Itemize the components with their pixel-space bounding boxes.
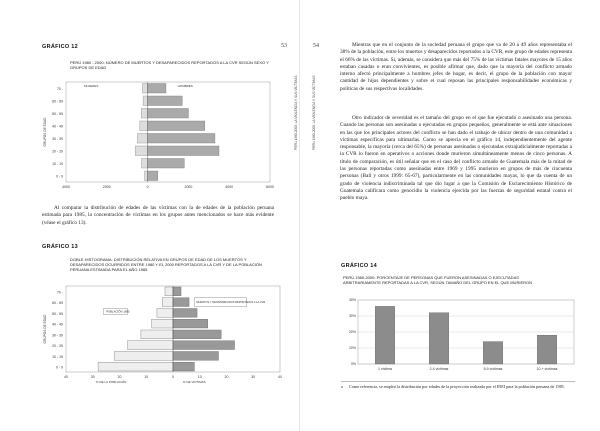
bar-victimas (173, 287, 181, 296)
bar-hombres (148, 171, 158, 181)
y-tick-label: 10% (348, 346, 356, 351)
x-tick-label: 2000 (102, 185, 111, 189)
y-tick-label: 20% (348, 330, 356, 335)
x-tick-label: 1 víctima (377, 367, 393, 371)
bar-poblacion (152, 319, 173, 328)
bar-poblacion (165, 287, 173, 296)
x-tick-label: 10 (144, 375, 149, 379)
bar-victimas (173, 341, 235, 350)
graph-14-label: GRÁFICO 14 (341, 263, 378, 269)
footnote-rule (341, 381, 575, 382)
bar-hombres (148, 96, 183, 106)
x-axis-label-right: % DE VÍCTIMAS (183, 380, 206, 384)
legend-victimas: MUERTOS Y DESAPARECIDOS REPORTADOS A LA CVR (196, 300, 266, 304)
y-tick-label: 70 - (56, 290, 63, 295)
x-tick-label: 10-+ víctimas (536, 367, 558, 371)
footnote-text: Como referencia, se empleó la distribución por edades de la proyección realizada por el INEI para la población peruana de 1985. (349, 384, 565, 389)
y-tick-label: 40 - 49 (52, 124, 63, 129)
x-tick-label: 40 (64, 375, 68, 379)
bar-hombres (148, 146, 219, 156)
bar-mujeres (141, 159, 147, 169)
graph-14-chart (340, 296, 580, 376)
bar-victimas (173, 298, 189, 307)
bar (483, 342, 502, 364)
running-header-facing: PERÚ 1980-2000: LA VIOLENCIA Y SUS VÍCTIMAS (294, 75, 298, 150)
x-tick-label: 2-4 víctimas (429, 367, 449, 371)
bar (429, 313, 448, 364)
body-paragraph-2: Otro indicador de severidad es el tamaño del grupo en el que fue ejecutado o asesinado una persona. Cuando las personas son asesinadas o ejecutadas en grupos pequeños, generalmente se está ante situaciones en las que los principales actores del conflicto se han dado el trabajo de ubicar dentro de una comunidad a víctimas específicas para ultimarlas. Como se aprecia en el gráfico 14, independientemente del agente responsable, la mayoría (cerca del 65%) de personas asesinadas o ejecutadas extrajudicialmente reportadas a la CVR lo fueron en operativos o acciones donde murieron simultáneamente menos de cinco personas. A título de comparación, es útil señalar que en el caso del conflicto armado de Guatemala más de la mitad de las personas reportadas como asesinadas entre 1969 y 1995 murieron en grupos de más de cincuenta personas (Ball y otros 1999: 65-67), particularmente en las comunidades mayas, lo que da cuenta de un grado de violencia indiscriminada tal que dio lugar a que la Comisión de Esclarecimiento Histórico de Guatemala calificara como genocidio la violencia ejercida por las fuerzas de seguridad estatal contra el pueblo maya. (340, 115, 572, 202)
y-tick-label: 50 - 59 (52, 111, 63, 116)
bar-hombres (148, 84, 166, 94)
page-number: 53 (281, 43, 287, 49)
y-tick-label: 0 - 9 (55, 174, 63, 179)
x-tick-label: 0 (172, 375, 174, 379)
bar (375, 306, 394, 364)
y-tick-label: 20 - 29 (52, 149, 63, 154)
bar-hombres (148, 159, 185, 169)
bar-mujeres (141, 109, 147, 119)
x-tick-label: 4000 (225, 185, 234, 189)
bar-victimas (173, 309, 197, 318)
y-tick-label: 30 - 39 (52, 136, 63, 141)
bar-hombres (148, 109, 189, 119)
bar-poblacion (98, 362, 173, 371)
x-axis-label-left: % DE LA POBLACIÓN (96, 380, 127, 384)
y-axis-label: GRUPOS DE EDAD (43, 314, 47, 344)
bar (537, 335, 556, 364)
x-tick-label: 30 (90, 375, 95, 379)
y-tick-label: 60 - 69 (52, 301, 63, 306)
legend-hombres: HOMBRES (177, 84, 193, 88)
graph-13-label: GRÁFICO 13 (42, 244, 79, 250)
graph-12-caption: PERÚ 1980 - 2000: NÚMERO DE MUERTOS Y DESAPARECIDOS REPORTADOS A LA CVR SEGÚN SEXO Y GRUPOS DE EDAD (70, 60, 269, 70)
y-tick-label: 10 - 19 (52, 161, 63, 166)
graph-13-chart (40, 284, 285, 396)
y-tick-label: 10 - 19 (52, 354, 63, 359)
y-tick-label: 30 - 39 (52, 333, 63, 338)
bar-mujeres (143, 96, 147, 106)
y-tick-label: 60 - 69 (52, 99, 63, 104)
bar-poblacion (128, 341, 173, 350)
y-tick-label: 0 - 9 (55, 365, 63, 370)
x-tick-label: 4000 (62, 185, 70, 189)
graph-14-caption: PERÚ 1980-2000: PORCENTAJE DE PERSONAS QUE FUERON ASESINADAS O EJECUTADAS ARBITRARIAMENTE REPORTADAS A LA CVR, SEGÚN TAMAÑO DEL GRUPO EN EL QUE MURIERON (343, 275, 532, 285)
x-tick-label: 2000 (184, 185, 193, 189)
bar-victimas (173, 319, 208, 328)
bar-poblacion (162, 298, 173, 307)
x-tick-label: 40 (278, 375, 282, 379)
x-tick-label: 20 (224, 375, 229, 379)
x-tick-label: 5-9 víctimas (483, 367, 503, 371)
bar-poblacion (157, 309, 173, 318)
x-tick-label: 6000 (266, 185, 274, 189)
bar-victimas (173, 352, 218, 361)
bar-mujeres (135, 146, 147, 156)
x-tick-label: 10 (197, 375, 202, 379)
bar-poblacion (141, 330, 173, 339)
bar-victimas (173, 330, 221, 339)
running-header: PERÚ 1980-2000: LA VIOLENCIA Y SUS VÍCTIMAS (312, 75, 316, 150)
y-tick-label: 20 - 29 (52, 344, 63, 349)
x-tick-label: 20 (117, 375, 122, 379)
y-tick-label: 40 - 49 (52, 322, 63, 327)
bar-mujeres (137, 134, 147, 144)
bar-mujeres (140, 121, 148, 131)
graph-12-chart (40, 78, 285, 198)
y-tick-label: 30% (348, 314, 356, 319)
bar-poblacion (114, 352, 173, 361)
graph-12-label: GRÁFICO 12 (42, 44, 79, 50)
bar-hombres (148, 121, 205, 131)
bar-mujeres (143, 84, 148, 94)
x-tick-label: 30 (251, 375, 256, 379)
body-paragraph: Al comparar la distribución de edades de las víctimas con la de edades de la población peruana estimada para 1985, la concentración de víctimas en los grupos antes mencionados se hace más evidente (véase el gráfico 13). (42, 205, 274, 226)
y-tick-label: 70 - (56, 86, 63, 91)
bar-hombres (148, 134, 215, 144)
x-tick-label: 0 (146, 185, 149, 189)
y-tick-label: 50 - 59 (52, 311, 63, 316)
right-page (294, 0, 600, 431)
y-axis-label: GRUPOS DE EDAD (43, 117, 47, 147)
legend-mujeres: MUJERES (84, 84, 99, 88)
legend-poblacion: POBLACIÓN 1985 (106, 309, 130, 314)
y-tick-label: 40% (348, 298, 356, 303)
footnote-marker: a (341, 384, 343, 389)
graph-13-caption: DOBLE HISTOGRAMA: DISTRIBUCIÓN RELATIVA EN GRUPOS DE EDAD DE LOS MUERTOS Y DESAPARECIDOS OCURRIDOS ENTRE 1980 Y EL 2000 REPORTADOS A LA CVR Y DE LA POBLACIÓN PERUANA ESTIMADA PARA EL AÑO 1985 (70, 257, 262, 272)
bar-victimas (173, 362, 194, 371)
page-number: 54 (313, 43, 319, 49)
bar-mujeres (145, 171, 148, 181)
body-paragraph-1: Mientras que en el conjunto de la sociedad peruana el grupo que va de 20 a 49 años representaba el 38% de la población, entre los muertos y desaparecidos reportados a la CVR, este grupo de edades representa el 66% de las víctimas. Si, además, se considera que más del 75% de las víctimas fatales mayores de 15 años estaban casadas o eran convivientes, es posible afirmar que, dado que la mayoría del conflicto armado interno afectó principalmente a hombres jefes de hogar, es decir, el grupo de la población con mayor cantidad de hijos dependientes y sobre el cual reposan las principales responsabilidades económicas y políticas de sus respectivas localidades. (340, 42, 572, 92)
y-tick-label: 0% (350, 362, 356, 367)
